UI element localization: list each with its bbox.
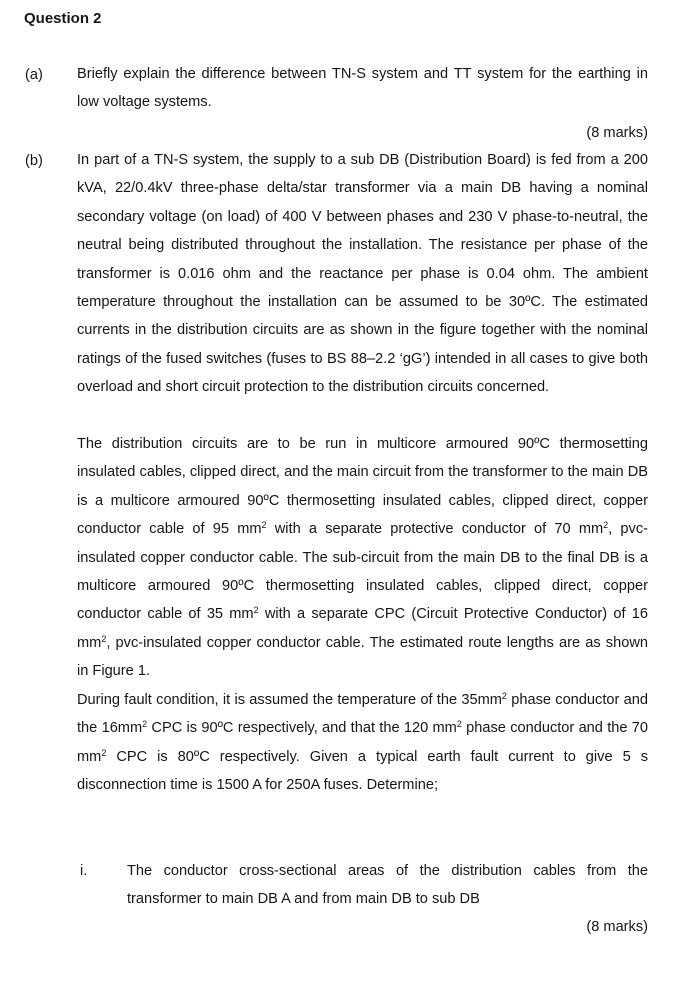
sub-question-i-marks: (8 marks) (586, 919, 648, 935)
part-b-label: (b) (25, 153, 43, 169)
sub-question-i-label: i. (80, 863, 88, 879)
sub-question-i-text: The conductor cross-sectional areas of the distribution cables from the transformer to main DB A and from main DB to sub DB (127, 863, 648, 907)
part-a-label: (a) (25, 67, 43, 83)
question-title: Question 2 (24, 10, 102, 27)
part-b-paragraph-1: In part of a TN-S system, the supply to a sub DB (Distribution Board) is fed from a 200 kVA, 22/0.4kV three-phase delta/star transformer via a main DB having a nominal secondary voltage (on load) of 400 V between phases and 230 V phase-to-neutral, the neutral being distributed throughout the installation. The resistance per phase of the transformer is 0.016 ohm and the reactance per phase is 0.04 ohm. The ambient temperature throughout the installation can be assumed to be 30ºC. The estimated currents in the distribution circuits are as shown in the figure together with the nominal ratings of the fused switches (fuses to BS 88–2.2 ‘gG’) intended in all cases to give both overload and short circuit protection to the distribution circuits concerned. (77, 152, 648, 396)
part-a-text: Briefly explain the difference between TN-S system and TT system for the earthing in low voltage systems. (77, 66, 648, 111)
part-a-marks: (8 marks) (586, 125, 648, 141)
part-b-paragraph-2: The distribution circuits are to be run in multicore armoured 90ºC thermosetting insulated cables, clipped direct, and the main circuit from the transformer to the main DB is a multicore armoured 90ºC thermosetting insulated cables, clipped direct, copper conductor cable of 95 $mm^2$ with a separate protective conductor of 70 $mm^2$, pvc-insulated copper conductor cable. The sub-circuit from the main DB to the final DB is a multicore armoured 90ºC thermosetting insulated cables, clipped direct, copper conductor cable of 35 $mm^2$ with a separate CPC (Circuit Protective Conductor) of 16 $mm^2$, pvc-insulated copper conductor cable. The estimated route lengths are as shown in Figure 1. (77, 436, 648, 680)
part-b-paragraph-3: During fault condition, it is assumed the temperature of the $35mm^2$ phase conductor and the $16mm^2$ CPC is 90ºC respectively, and that the 120 $mm^2$ phase conductor and the 70 $mm^2$ CPC is 80ºC respectively. Given a typical earth fault current to give 5 s disconnection time is 1500 A for 250A fuses. Determine; (77, 691, 649, 794)
